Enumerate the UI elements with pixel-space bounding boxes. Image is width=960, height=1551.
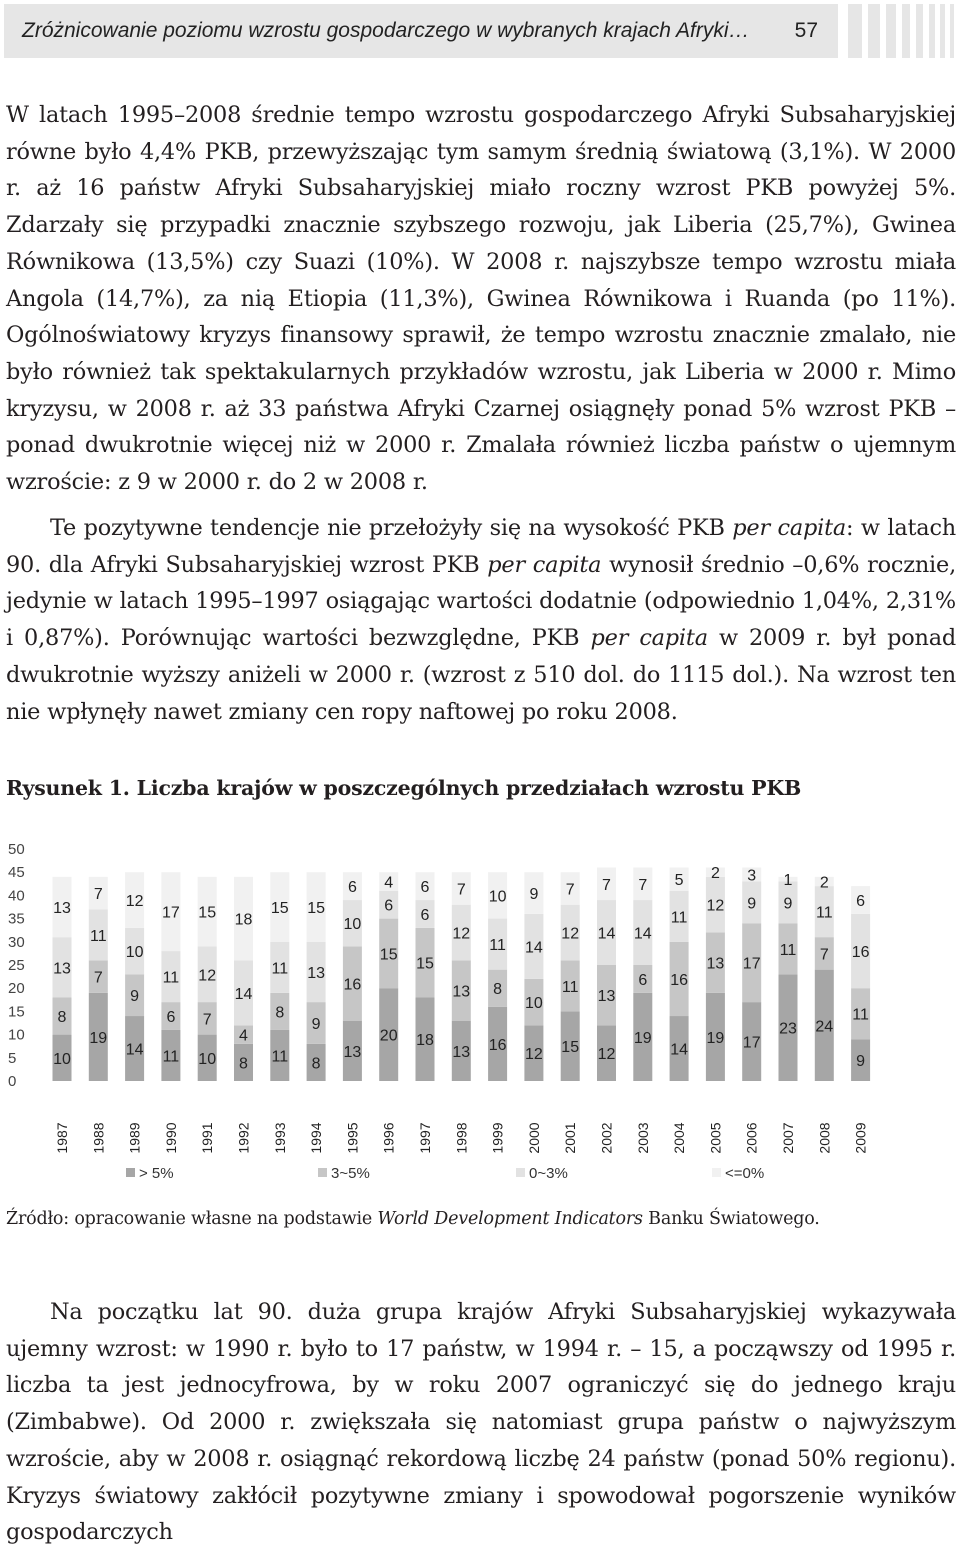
paragraph-3: [6, 1294, 956, 1551]
data-label: 16: [670, 971, 688, 989]
data-label: 14: [234, 985, 253, 1003]
data-label: 17: [742, 955, 761, 973]
data-label: 10: [53, 1050, 71, 1068]
data-label: 7: [202, 1011, 212, 1029]
source-suffix: Banku Światowego.: [642, 1209, 820, 1229]
data-label: 17: [162, 904, 180, 922]
data-label: 6: [166, 1009, 176, 1027]
legend-swatch: [712, 1168, 721, 1177]
data-label: 8: [275, 1004, 285, 1022]
data-label: 10: [525, 995, 543, 1013]
data-label: 12: [452, 925, 471, 943]
legend-label: 3~5%: [331, 1165, 370, 1182]
y-tick-label: 15: [8, 1003, 25, 1021]
p2-text-2: : w latach 90. dla Afryki Subsaharyjskiej wzrost PKB: [6, 515, 956, 578]
data-label: 6: [420, 879, 430, 897]
y-tick-label: 50: [8, 841, 25, 858]
x-tick-label: 2000: [525, 1122, 542, 1154]
data-label: 11: [271, 1048, 289, 1066]
header-decoration: [848, 4, 960, 58]
data-label: 9: [529, 886, 539, 904]
data-label: 11: [670, 909, 688, 927]
data-label: 10: [125, 944, 144, 962]
data-label: 1: [783, 872, 793, 890]
x-tick-label: 2003: [634, 1122, 651, 1154]
data-label: 11: [162, 1048, 180, 1066]
data-label: 17: [742, 1034, 761, 1052]
p3-text: Na początku lat 90. duża grupa krajów Afryki Subsaharyjskiej wykazywała ujemny wzrost: w 1990 r. było to 17 państw, w 1994 r. – 15, a począwszy od 1995 r. liczba ta jest jednocyfrowa, by w roku 2007 ograniczyć się do jednego kraju (Zimbabwe). Od 2000 r. zwiększała się natomiast grupa państw o najwyższym wzroście, aby w 2008 r. osiągnąć rekordową liczbę 24 państw (ponad 50% regionu). Kryzys światowy zakłócił pozytywne zmiany i spowodował pogorszenie wyników gospodarczych: [6, 1299, 956, 1546]
data-label: 24: [815, 1018, 834, 1036]
data-label: 3: [747, 867, 757, 885]
data-label: 15: [416, 955, 434, 973]
source-em: World Development Indicators: [377, 1209, 643, 1229]
x-tick-label: 2006: [743, 1122, 760, 1154]
data-label: 13: [343, 1043, 362, 1061]
x-tick-label: 1996: [380, 1122, 397, 1154]
data-label: 13: [597, 988, 616, 1006]
x-tick-label: 1995: [344, 1122, 361, 1154]
data-label: 11: [852, 1006, 869, 1024]
figure-source: [6, 1209, 820, 1229]
data-label: 12: [525, 1046, 543, 1064]
paragraph-1: W latach 1995–2008 średnie tempo wzrostu gospodarczego Afryki Subsaharyjskiej równe było 4,4% PKB, przewyższając tym samym średnią światową (3,1%). W 2000 r. aż 16 państw Afryki Subsaharyjskiej miało roczny wzrost PKB powyżej 5%. Zdarzały się przypadki znacznie szybszego rozwoju, jak Liberia (25,7%), Gwinea Równikowa (13,5%) czy Suazi (10%). W 2008 r. najszybsze tempo wzrostu miała Angola (14,7%), za nią Etiopia (11,3%), Gwinea Równikowa i Ruanda (po 11%). Ogólnoświatowy kryzys finansowy sprawił, że tempo wzrostu znacznie zmalało, nie było również tak spektakularnych przykładów wzrostu, jak Liberia w 2000 r. Mimo kryzysu, w 2008 r. aż 33 państwa Afryki Czarnej osiągnęły ponad 5% wzrost PKB – ponad dwukrotnie więcej niż w 2000 r. Zmalała również liczba państw o ujemnym wzroście: z 9 w 2000 r. do 2 w 2008 r.: [6, 102, 956, 496]
running-header: [4, 4, 838, 58]
data-label: 6: [856, 893, 866, 911]
data-label: 15: [198, 904, 217, 922]
data-label: 11: [89, 927, 107, 945]
figure-caption: Rysunek 1. Liczba krajów w poszczególnych przedziałach wzrostu PKB: [6, 776, 802, 800]
data-label: 6: [638, 971, 648, 989]
y-tick-label: 40: [8, 887, 25, 905]
legend-swatch: [318, 1168, 327, 1177]
p2-text-3: wynosił średnio –0,6% rocznie, jedynie w latach 1995–1997 osiągając wartości dodatnie (odpowiednio 1,04%, 2,31% i 0,87%). Porównując wartości bezwzględne, PKB: [6, 551, 956, 652]
x-tick-label: 1988: [90, 1122, 107, 1154]
data-label: 7: [93, 969, 103, 987]
data-label: 7: [602, 876, 611, 894]
data-label: 15: [307, 900, 325, 917]
y-tick-label: 20: [8, 980, 25, 998]
x-tick-label: 2002: [598, 1122, 615, 1154]
data-label: 7: [93, 886, 103, 904]
x-tick-label: 2008: [816, 1122, 833, 1154]
stacked-bar-chart: [0, 828, 900, 1193]
y-tick-label: 25: [8, 957, 25, 974]
y-tick-label: 35: [8, 910, 25, 928]
x-tick-label: 2001: [562, 1122, 579, 1154]
legend-label: > 5%: [139, 1165, 174, 1182]
x-tick-label: 2007: [780, 1122, 796, 1154]
data-label: 20: [379, 1027, 398, 1045]
data-label: 19: [89, 1029, 108, 1047]
data-label: 15: [379, 946, 398, 964]
data-label: 10: [488, 888, 507, 906]
data-label: 15: [561, 1039, 580, 1057]
x-tick-label: 1987: [54, 1122, 70, 1154]
data-label: 11: [561, 978, 579, 996]
data-label: 10: [343, 916, 362, 934]
data-label: 18: [416, 1032, 434, 1050]
source-prefix: Źródło: opracowanie własne na podstawie: [6, 1209, 378, 1229]
data-label: 10: [198, 1050, 217, 1068]
y-tick-label: 5: [8, 1049, 17, 1067]
data-label: 15: [270, 900, 289, 917]
data-label: 9: [856, 1053, 866, 1071]
data-label: 8: [239, 1055, 248, 1073]
data-label: 9: [311, 1016, 321, 1033]
data-label: 4: [239, 1027, 248, 1045]
data-label: 4: [384, 874, 394, 892]
x-tick-label: 1997: [417, 1122, 433, 1154]
p2-text-4: w 2009 r. był ponad dwukrotnie wyższy aniżeli w 2000 r. (wzrost z 510 dol. do 1115 dol.). Na wzrost ten nie wpłynęły nawet zmiany cen ropy naftowej po roku 2008.: [6, 625, 957, 725]
data-label: 7: [456, 881, 466, 899]
y-tick-label: 10: [8, 1026, 25, 1044]
data-label: 7: [565, 881, 575, 899]
data-label: 9: [783, 895, 793, 913]
data-label: 5: [674, 872, 684, 890]
x-tick-label: 2004: [671, 1122, 688, 1154]
paragraph-2: [6, 510, 956, 730]
data-label: 12: [125, 893, 144, 911]
running-header-title: Zróżnicowanie poziomu wzrostu gospodarczego w wybranych krajach Afryki…: [22, 19, 750, 42]
x-tick-label: 2005: [707, 1122, 724, 1154]
page-number: 57: [794, 19, 818, 42]
x-tick-label: 1989: [126, 1122, 143, 1154]
data-label: 11: [815, 904, 833, 922]
data-label: 7: [819, 946, 829, 964]
data-label: 16: [343, 976, 362, 994]
data-label: 14: [125, 1041, 144, 1059]
data-label: 11: [489, 937, 506, 955]
x-tick-label: 2009: [852, 1122, 869, 1154]
data-label: 8: [311, 1055, 321, 1073]
data-label: 14: [597, 925, 616, 943]
data-label: 13: [706, 955, 725, 973]
data-label: 8: [493, 981, 503, 999]
data-label: 16: [488, 1036, 507, 1054]
data-label: 13: [452, 983, 471, 1001]
data-label: 11: [271, 960, 289, 978]
data-label: 13: [307, 964, 325, 982]
x-tick-label: 1992: [235, 1122, 252, 1154]
data-label: 6: [420, 906, 430, 924]
data-label: 13: [53, 900, 71, 917]
y-tick-label: 45: [8, 864, 25, 882]
data-label: 2: [710, 865, 720, 883]
p2-em-1: per capita: [732, 515, 847, 541]
x-tick-label: 1994: [308, 1122, 325, 1154]
legend-label: 0~3%: [529, 1165, 568, 1182]
x-tick-label: 1991: [199, 1122, 216, 1154]
data-label: 18: [234, 911, 253, 929]
data-label: 19: [706, 1029, 725, 1047]
data-label: 14: [525, 939, 543, 957]
data-label: 9: [747, 895, 757, 913]
data-label: 2: [819, 874, 829, 892]
data-label: 6: [384, 897, 394, 915]
data-label: 6: [347, 879, 357, 897]
data-label: 23: [779, 1020, 797, 1038]
data-label: 14: [633, 925, 652, 943]
data-label: 9: [130, 988, 140, 1006]
data-label: 13: [452, 1043, 471, 1061]
x-tick-label: 1990: [162, 1122, 179, 1154]
x-tick-label: 1998: [453, 1122, 470, 1154]
data-label: 12: [706, 897, 725, 915]
legend-swatch: [516, 1168, 525, 1177]
data-label: 12: [198, 967, 217, 985]
y-tick-label: 30: [8, 933, 25, 951]
p2-em-2: per capita: [487, 551, 602, 578]
data-label: 12: [597, 1046, 616, 1064]
p2-text-1: Te pozytywne tendencje nie przełożyły się na wysokość PKB: [50, 515, 733, 541]
data-label: 11: [162, 969, 180, 987]
x-tick-label: 1999: [489, 1122, 506, 1154]
x-tick-label: 1993: [271, 1122, 288, 1154]
data-label: 16: [851, 944, 870, 962]
p2-em-3: per capita: [590, 625, 708, 652]
legend-swatch: [126, 1168, 135, 1177]
data-label: 8: [57, 1009, 67, 1027]
y-tick-label: 0: [8, 1073, 17, 1090]
data-label: 11: [779, 941, 797, 959]
legend-label: <=0%: [725, 1165, 765, 1182]
data-label: 12: [561, 925, 580, 943]
data-label: 14: [670, 1041, 688, 1059]
data-label: 7: [638, 876, 648, 894]
data-label: 19: [633, 1029, 652, 1047]
data-label: 13: [53, 960, 71, 978]
